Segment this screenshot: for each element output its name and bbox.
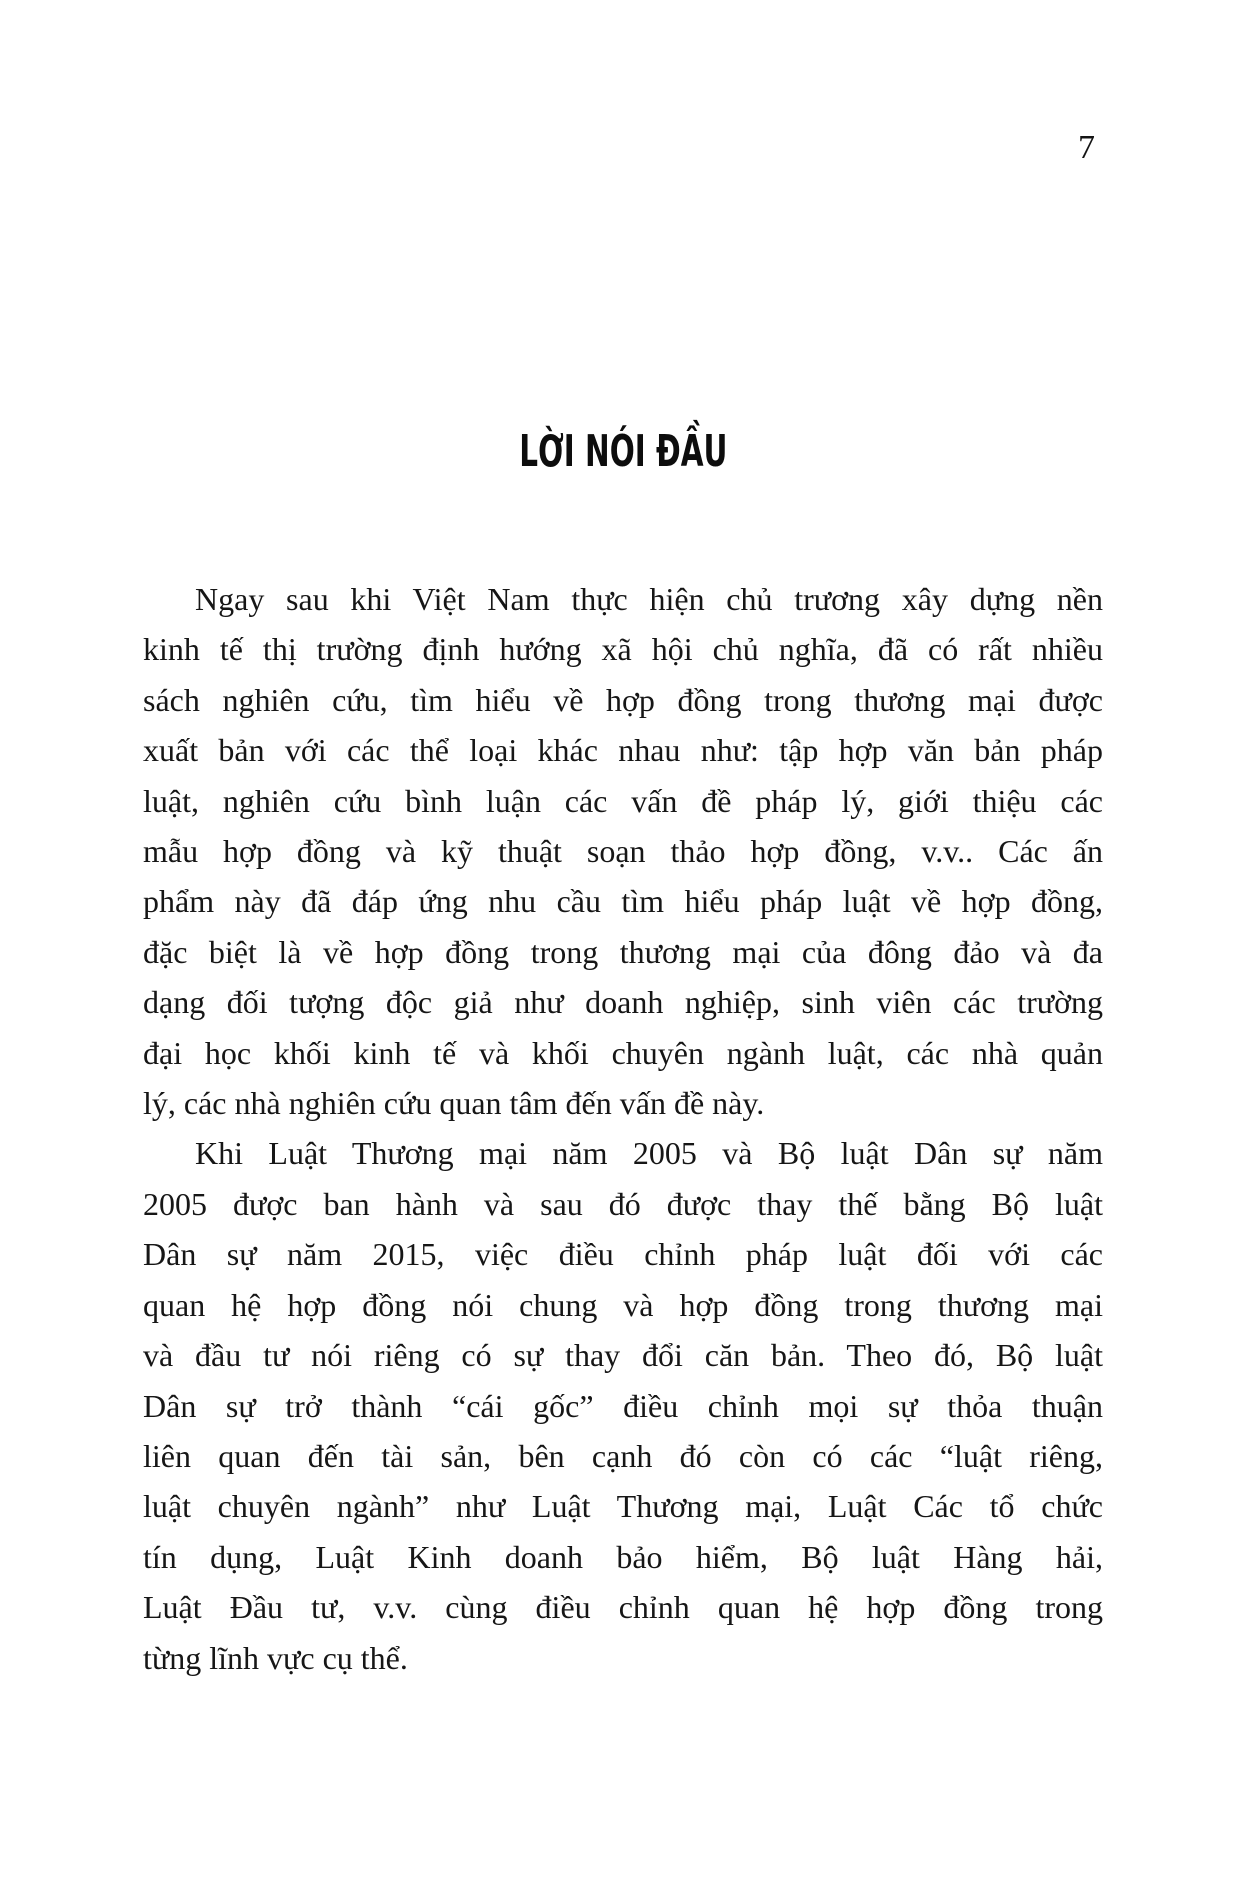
- text-line: và đầu tư nói riêng có sự thay đổi căn bản. Theo đó, Bộ luật: [143, 1337, 1103, 1374]
- text-line: Luật Đầu tư, v.v. cùng điều chỉnh quan hệ hợp đồng trong: [143, 1589, 1103, 1626]
- text-line: đại học khối kinh tế và khối chuyên ngành luật, các nhà quản: [143, 1034, 1103, 1071]
- text-line: kinh tế thị trường định hướng xã hội chủ nghĩa, đã có rất nhiều: [143, 631, 1103, 668]
- text-line: 2005 được ban hành và sau đó được thay thế bằng Bộ luật: [143, 1185, 1103, 1222]
- text-line: Ngay sau khi Việt Nam thực hiện chủ trương xây dựng nền: [195, 581, 1103, 617]
- text-line: xuất bản với các thể loại khác nhau như: tập hợp văn bản pháp: [143, 732, 1103, 769]
- text-line: lý, các nhà nghiên cứu quan tâm đến vấn đề này.: [143, 1085, 765, 1122]
- text-line: Dân sự năm 2015, việc điều chỉnh pháp luật đối với các: [143, 1236, 1103, 1273]
- text-line: dạng đối tượng độc giả như doanh nghiệp, sinh viên các trường: [143, 984, 1103, 1021]
- page-number: 7: [1078, 129, 1095, 166]
- text-line: mẫu hợp đồng và kỹ thuật soạn thảo hợp đồng, v.v.. Các ấn: [143, 833, 1103, 870]
- text-line: tín dụng, Luật Kinh doanh bảo hiểm, Bộ luật Hàng hải,: [143, 1538, 1103, 1575]
- body-text: [143, 574, 1103, 1683]
- text-line: sách nghiên cứu, tìm hiểu về hợp đồng trong thương mại được: [143, 681, 1103, 718]
- chapter-title: LỜI NÓI ĐẦU: [518, 426, 728, 477]
- text-line: luật, nghiên cứu bình luận các vấn đề pháp lý, giới thiệu các: [143, 782, 1103, 819]
- text-line: quan hệ hợp đồng nói chung và hợp đồng trong thương mại: [143, 1286, 1103, 1323]
- text-line: từng lĩnh vực cụ thể.: [143, 1639, 408, 1676]
- text-line: phẩm này đã đáp ứng nhu cầu tìm hiểu pháp luật về hợp đồng,: [143, 883, 1103, 920]
- chapter-title-row: [143, 426, 1103, 478]
- text-line: Khi Luật Thương mại năm 2005 và Bộ luật Dân sự năm: [195, 1135, 1103, 1172]
- text-line: đặc biệt là về hợp đồng trong thương mại của đông đảo và đa: [143, 933, 1103, 970]
- text-line: liên quan đến tài sản, bên cạnh đó còn có các “luật riêng,: [143, 1437, 1103, 1474]
- text-line: luật chuyên ngành” như Luật Thương mại, Luật Các tổ chức: [143, 1488, 1103, 1525]
- text-line: Dân sự trở thành “cái gốc” điều chỉnh mọi sự thỏa thuận: [143, 1387, 1103, 1424]
